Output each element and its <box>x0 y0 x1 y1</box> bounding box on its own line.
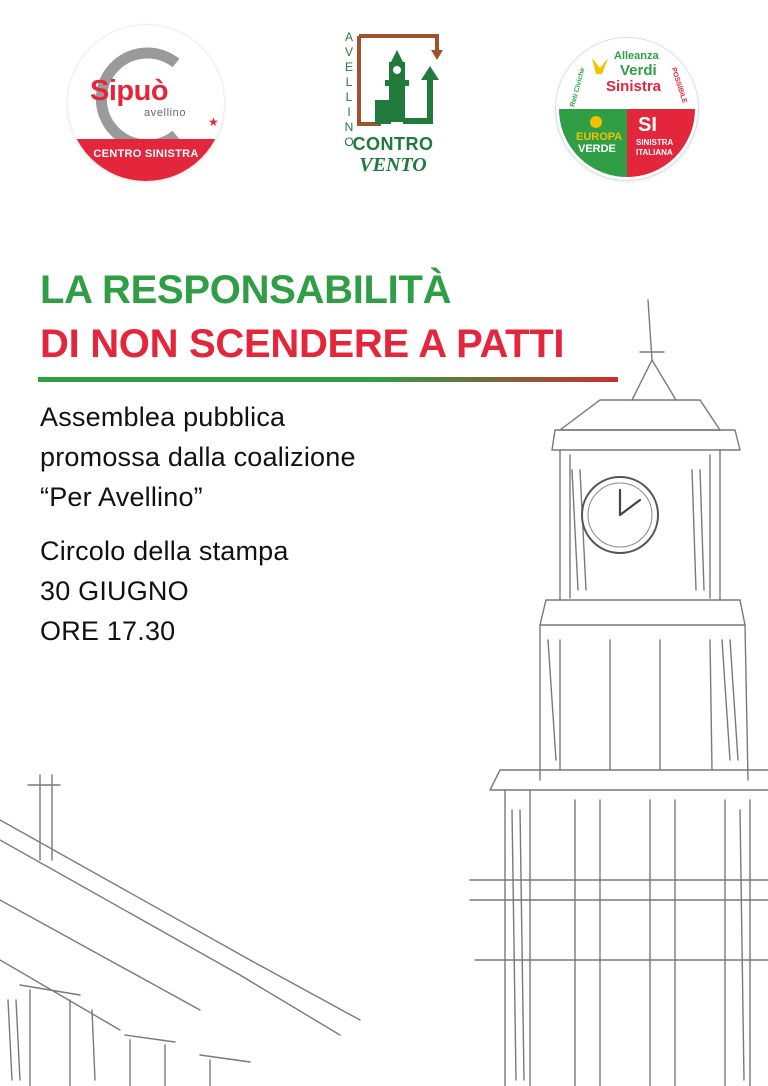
title-underline <box>38 377 618 382</box>
sipuo-band: CENTRO SINISTRA <box>68 139 224 181</box>
controvento-word-contro: CONTRO <box>352 134 434 154</box>
avs-reti-civiche: Reti Civiche <box>569 67 587 108</box>
subtitle-line-3: “Per Avellino” <box>40 482 203 512</box>
avs-possibile: POSSIBILE <box>669 66 688 105</box>
event-venue: Circolo della stampa <box>40 536 289 566</box>
sipuo-brand: Sipuò <box>90 75 169 107</box>
title-line-1: LA RESPONSABILITÀ <box>40 268 452 312</box>
controvento-vertical-text: AVELLINO <box>342 30 356 150</box>
subtitle-line-1: Assemblea pubblica <box>40 402 286 432</box>
avs-sinistra-italiana-1: SINISTRA <box>636 138 674 147</box>
sipuo-city: avellino <box>144 107 187 119</box>
controvento-logo <box>337 28 445 178</box>
controvento-word-vento: VENTO <box>359 154 427 176</box>
avs-si: SI <box>638 114 657 136</box>
event-time: ORE 17.30 <box>40 616 176 646</box>
sipuo-logo-disc <box>68 25 224 181</box>
avs-logo-disc <box>556 38 698 180</box>
avs-sinistra-italiana-2: ITALIANA <box>636 148 673 157</box>
clock-tower-sketch-icon <box>0 280 768 1086</box>
clock-icon <box>582 477 658 553</box>
star-icon: ★ <box>208 115 219 129</box>
avs-logo <box>556 38 698 180</box>
title-line-2: DI NON SCENDERE A PATTI <box>40 322 565 366</box>
avs-europa: EUROPA <box>576 131 623 143</box>
avs-alleanza: Alleanza <box>614 50 659 62</box>
sipuo-logo <box>68 25 224 181</box>
subtitle-line-2: promossa dalla coalizione <box>40 442 356 472</box>
event-date: 30 GIUGNO <box>40 576 189 606</box>
avs-verde: VERDE <box>578 143 616 155</box>
avs-verdi: Verdi <box>620 62 657 79</box>
avs-sinistra: Sinistra <box>606 78 662 95</box>
